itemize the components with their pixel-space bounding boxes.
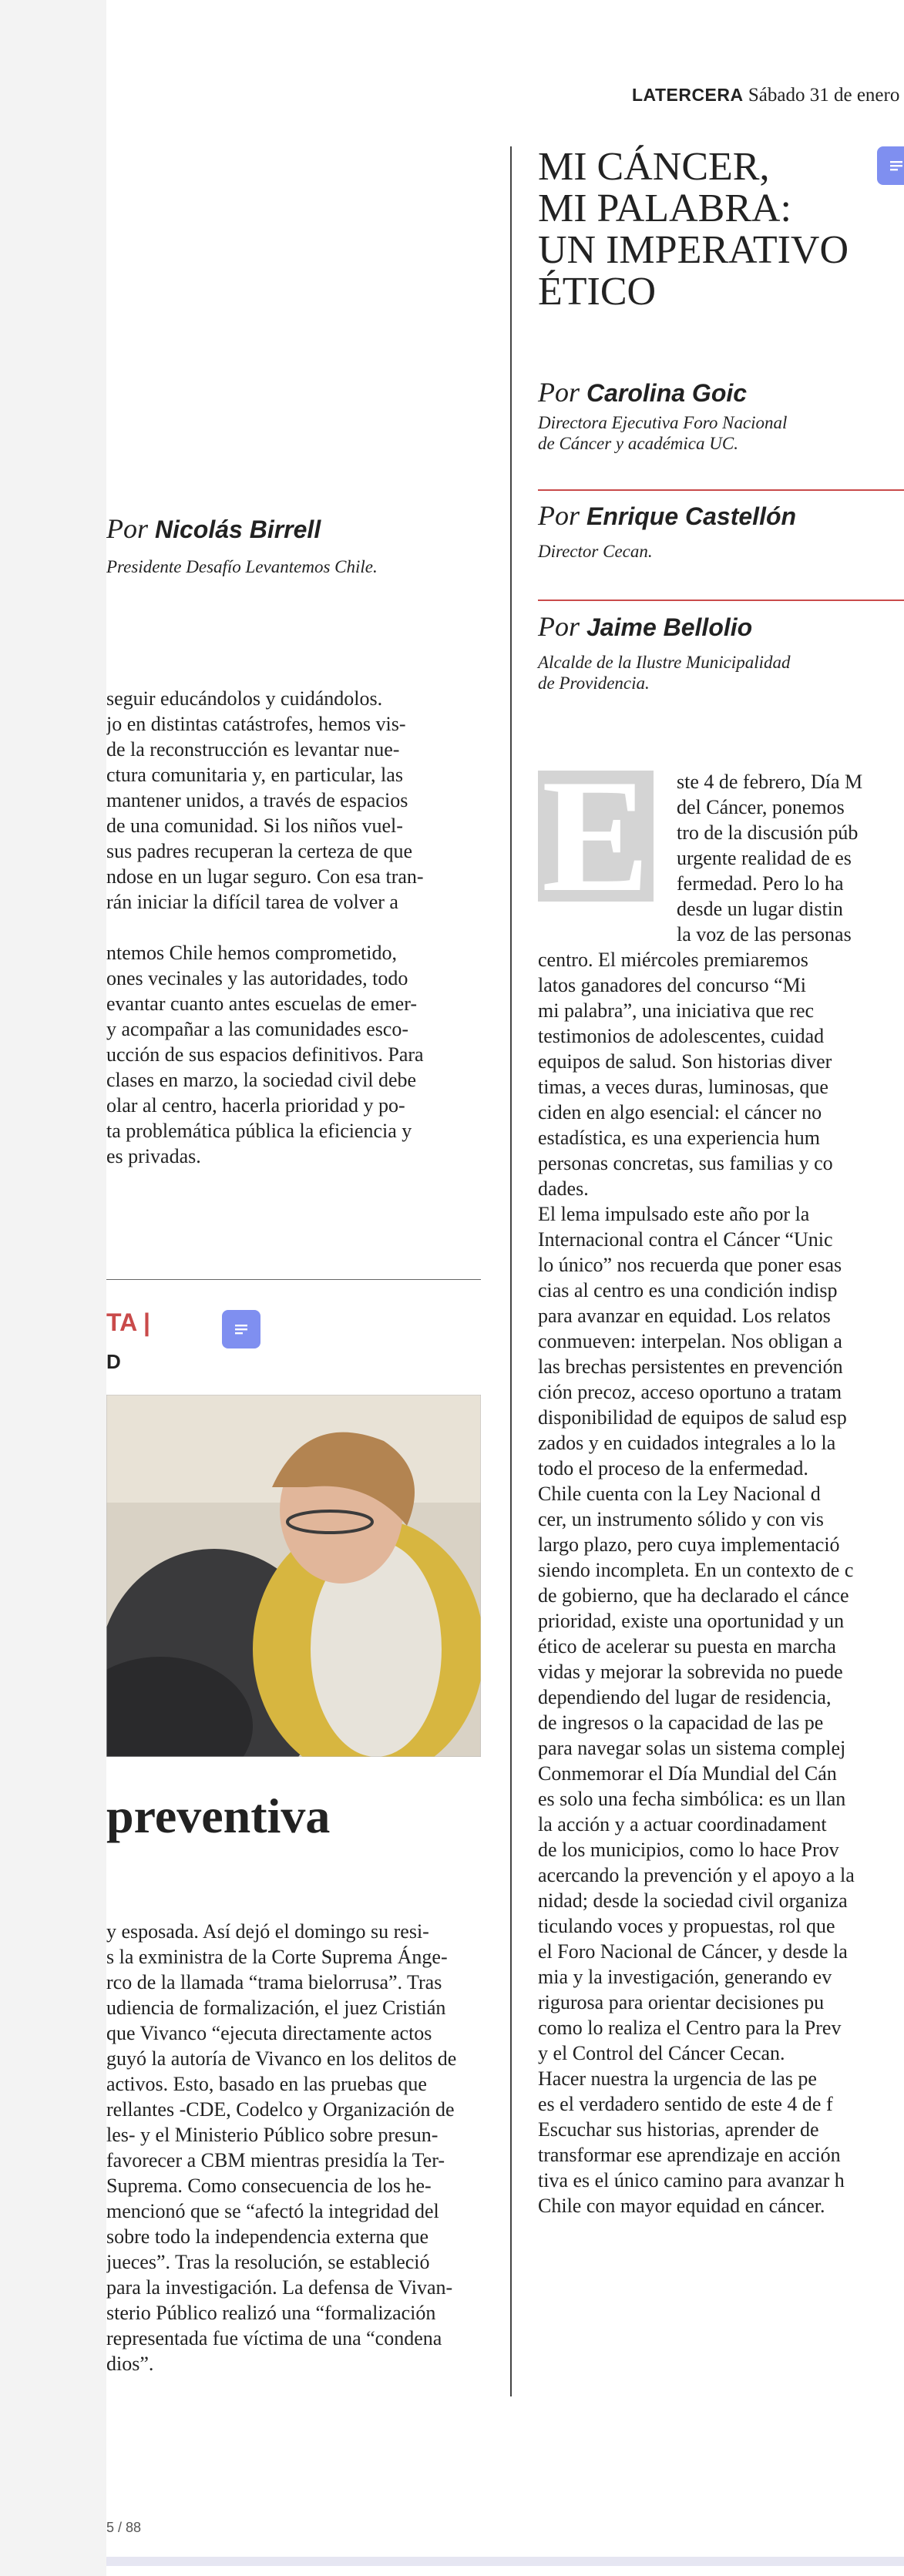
text-line: ntemos Chile hemos comprometido, — [106, 942, 397, 964]
byline-por: Por — [106, 513, 148, 544]
article-headline — [538, 146, 900, 313]
text-line: que Vivanco “ejecuta directamente actos — [106, 2022, 432, 2044]
notes-button[interactable] — [222, 1310, 260, 1348]
text-line: evantar cuanto antes escuelas de emer- — [106, 992, 417, 1015]
text-line: mencionó que se “afectó la integridad del — [106, 2200, 439, 2222]
text-line: nidad; desde la sociedad civil organiza — [538, 1889, 848, 1912]
text-line: El lema impulsado este año por la — [538, 1203, 810, 1225]
text-line: rco de la llamada “trama bielorrusa”. Tras — [106, 1971, 442, 1993]
text-line: activos. Esto, basado en las pruebas que — [106, 2073, 427, 2095]
byline-por: Por — [538, 377, 580, 408]
author-role-line: Directora Ejecutiva Foro Nacional — [538, 413, 788, 432]
author-separator — [538, 599, 904, 601]
text-line: vidas y mejorar la sobrevida no puede — [538, 1661, 843, 1683]
text-line: es solo una fecha simbólica: es un llan — [538, 1788, 846, 1810]
text-line: de los municipios, como lo hace Prov — [538, 1839, 839, 1861]
text-line: rán iniciar la difícil tarea de volver a — [106, 891, 398, 913]
text-line: largo plazo, pero cuya implementació — [538, 1533, 840, 1556]
text-line: cias al centro es una condición indisp — [538, 1279, 838, 1301]
text-line: la voz de las personas — [677, 923, 852, 945]
text-line: del Cáncer, ponemos — [677, 796, 845, 818]
text-line: ción precoz, acceso oportuno a tratam — [538, 1381, 842, 1403]
author-role-line: de Cáncer y académica UC. — [538, 434, 738, 453]
text-line: ciden en algo esencial: el cáncer no — [538, 1101, 822, 1123]
author-role — [538, 412, 885, 454]
text-line: jueces”. Tras la resolución, se estableció — [106, 2251, 430, 2273]
text-line: para navegar solas un sistema complej — [538, 1737, 846, 1759]
text-line: sobre todo la independencia externa que — [106, 2225, 428, 2248]
text-line: de una comunidad. Si los niños vuel- — [106, 814, 403, 837]
text-line: siendo incompleta. En un contexto de c — [538, 1559, 854, 1581]
author-name: Carolina Goic — [586, 379, 748, 407]
text-line: transformar ese aprendizaje en acción — [538, 2144, 841, 2166]
page-number: 5 / 88 — [106, 2520, 142, 2535]
text-line: zados y en cuidados integrales a lo la — [538, 1432, 836, 1454]
text-line: dependiendo del lugar de residencia, — [538, 1686, 832, 1708]
text-line — [106, 915, 481, 940]
text-line: ste 4 de febrero, Día M — [677, 771, 863, 793]
text-line: dios”. — [106, 2353, 154, 2375]
drop-cap: E — [538, 771, 654, 902]
text-line: s la exministra de la Corte Suprema Ánge- — [106, 1946, 448, 1968]
text-line: Conmemorar el Día Mundial del Cán — [538, 1762, 837, 1785]
text-line: estadística, es una experiencia hum — [538, 1127, 821, 1149]
author-role-line: Alcalde de la Ilustre Municipalidad — [538, 653, 791, 672]
author-byline — [538, 610, 752, 643]
text-line: y esposada. Así dejó el domingo su resi- — [106, 1920, 429, 1943]
text-line: ones vecinales y las autoridades, todo — [106, 967, 408, 989]
horizontal-scrollbar[interactable] — [106, 2557, 904, 2566]
text-line: es privadas. — [106, 1145, 201, 1167]
text-line: cer, un instrumento sólido y con vis — [538, 1508, 824, 1530]
column-divider — [510, 146, 512, 2396]
page-header — [632, 85, 899, 106]
bottom-article-body — [106, 1919, 481, 2376]
text-line: dades. — [538, 1177, 589, 1200]
headline-line: UN IMPERATIVO — [538, 228, 849, 272]
text-line: conmueven: interpelan. Nos obligan a — [538, 1330, 842, 1352]
author-role — [106, 556, 476, 577]
newspaper-page — [106, 0, 904, 2576]
text-line: representada fue víctima de una “condena — [106, 2327, 442, 2349]
text-line: tiva es el único camino para avanzar h — [538, 2169, 845, 2191]
text-line: sterio Público realizó una “formalización — [106, 2302, 436, 2324]
text-line: el Foro Nacional de Cáncer, y desde la — [538, 1940, 848, 1963]
text-line: ctura comunitaria y, en particular, las — [106, 764, 403, 786]
text-line: jo en distintas catástrofes, hemos vis- — [106, 713, 406, 735]
news-photo — [106, 1395, 481, 1757]
text-line: urgente realidad de es — [677, 847, 852, 869]
author-byline — [538, 376, 747, 408]
byline-por: Por — [538, 611, 580, 642]
text-line: ético de acelerar su puesta en marcha — [538, 1635, 836, 1657]
text-line: desde un lugar distin — [677, 898, 843, 920]
article-lead — [677, 769, 904, 947]
author-name: Enrique Castellón — [586, 502, 797, 530]
text-line: para avanzar en equidad. Los relatos — [538, 1305, 831, 1327]
byline-por: Por — [538, 500, 580, 531]
text-line: rellantes -CDE, Codelco y Organización de — [106, 2098, 455, 2121]
text-line: testimonios de adolescentes, cuidad — [538, 1025, 825, 1047]
text-line: Chile con mayor equidad en cáncer. — [538, 2195, 825, 2217]
photo-illustration — [106, 1395, 481, 1757]
text-line: es el verdadero sentido de este 4 de f — [538, 2093, 833, 2115]
text-line: las brechas persistentes en prevención — [538, 1355, 843, 1378]
text-line: favorecer a CBM mientras presidía la Ter- — [106, 2149, 445, 2171]
text-line: prioridad, existe una oportunidad y un — [538, 1610, 845, 1632]
author-separator — [538, 489, 904, 491]
text-line: ticulando voces y propuestas, rol que — [538, 1915, 835, 1937]
text-line: timas, a veces duras, luminosas, que — [538, 1076, 828, 1098]
section-subkicker: D — [106, 1350, 121, 1373]
left-article-body — [106, 686, 481, 1169]
text-line: la acción y a actuar coordinadament — [538, 1813, 827, 1835]
author-byline — [106, 512, 321, 545]
text-line: Internacional contra el Cáncer “Unic — [538, 1228, 833, 1251]
author-role — [538, 652, 885, 694]
text-line: de la reconstrucción es levantar nue- — [106, 738, 400, 761]
text-line: lo único” nos recuerda que poner esas — [538, 1254, 842, 1276]
headline-line: ÉTICO — [538, 270, 657, 314]
author-role-line: Presidente Desafío Levantemos Chile. — [106, 557, 378, 576]
document-icon — [232, 1320, 250, 1338]
text-line: personas concretas, sus familias y co — [538, 1152, 833, 1174]
article-title: preventiva — [106, 1788, 331, 1843]
text-line: latos ganadores del concurso “Mi — [538, 974, 807, 996]
text-line: ndose en un lugar seguro. Con esa tran- — [106, 865, 424, 888]
text-line: Chile cuenta con la Ley Nacional d — [538, 1483, 821, 1505]
text-line: tro de la discusión púb — [677, 821, 859, 844]
text-line: Escuchar sus historias, aprender de — [538, 2118, 819, 2141]
text-line: seguir educándolos y cuidándolos. — [106, 687, 383, 710]
section-separator — [106, 1279, 481, 1280]
text-line: equipos de salud. Son historias diver — [538, 1050, 832, 1073]
text-line: Hacer nuestra la urgencia de las pe — [538, 2067, 817, 2090]
author-name: Nicolás Birrell — [155, 516, 321, 543]
page-date: Sábado 31 de enero — [748, 85, 900, 106]
text-line: guyó la autoría de Vivanco en los delitos de — [106, 2047, 457, 2070]
author-role-line: Director Cecan. — [538, 542, 653, 561]
text-line: centro. El miércoles premiaremos — [538, 949, 808, 971]
text-line: mantener unidos, a través de espacios — [106, 789, 408, 811]
text-line: todo el proceso de la enfermedad. — [538, 1457, 808, 1479]
text-line: y acompañar a las comunidades esco- — [106, 1018, 409, 1040]
text-line: disponibilidad de equipos de salud esp — [538, 1406, 847, 1429]
text-line: acercando la prevención y el apoyo a la — [538, 1864, 855, 1886]
text-line: sus padres recuperan la certeza de que — [106, 840, 412, 862]
text-line: olar al centro, hacerla prioridad y po- — [106, 1094, 405, 1117]
section-kicker: TA | — [106, 1308, 150, 1336]
text-line: les- y el Ministerio Público sobre presun- — [106, 2124, 439, 2146]
author-role-line: de Providencia. — [538, 673, 650, 693]
text-line: ta problemática pública la eficiencia y — [106, 1120, 412, 1142]
text-line: y el Control del Cáncer Cecan. — [538, 2042, 785, 2064]
author-byline — [538, 499, 796, 532]
text-line: de ingresos o la capacidad de las pe — [538, 1711, 824, 1734]
text-line: fermedad. Pero lo ha — [677, 872, 844, 895]
text-line: Suprema. Como consecuencia de los he- — [106, 2175, 432, 2197]
headline-line: MI CÁNCER, — [538, 145, 770, 189]
author-role — [538, 541, 885, 562]
text-line: de gobierno, que ha declarado el cánce — [538, 1584, 849, 1607]
text-line: mia y la investigación, generando ev — [538, 1966, 832, 1988]
text-line: udiencia de formalización, el juez Cristián — [106, 1997, 446, 2019]
article-body — [538, 947, 904, 2218]
text-line: para la investigación. La defensa de Vivan- — [106, 2276, 453, 2299]
headline-line: MI PALABRA: — [538, 186, 791, 230]
text-line: clases en marzo, la sociedad civil debe — [106, 1069, 417, 1091]
text-line: rigurosa para orientar decisiones pu — [538, 1991, 825, 2013]
text-line: mi palabra”, una iniciativa que rec — [538, 999, 815, 1022]
newspaper-brand: LATERCERA — [632, 85, 744, 105]
author-name: Jaime Bellolio — [586, 613, 753, 641]
text-line: ucción de sus espacios definitivos. Para — [106, 1043, 424, 1066]
text-line: como lo realiza el Centro para la Prev — [538, 2017, 842, 2039]
